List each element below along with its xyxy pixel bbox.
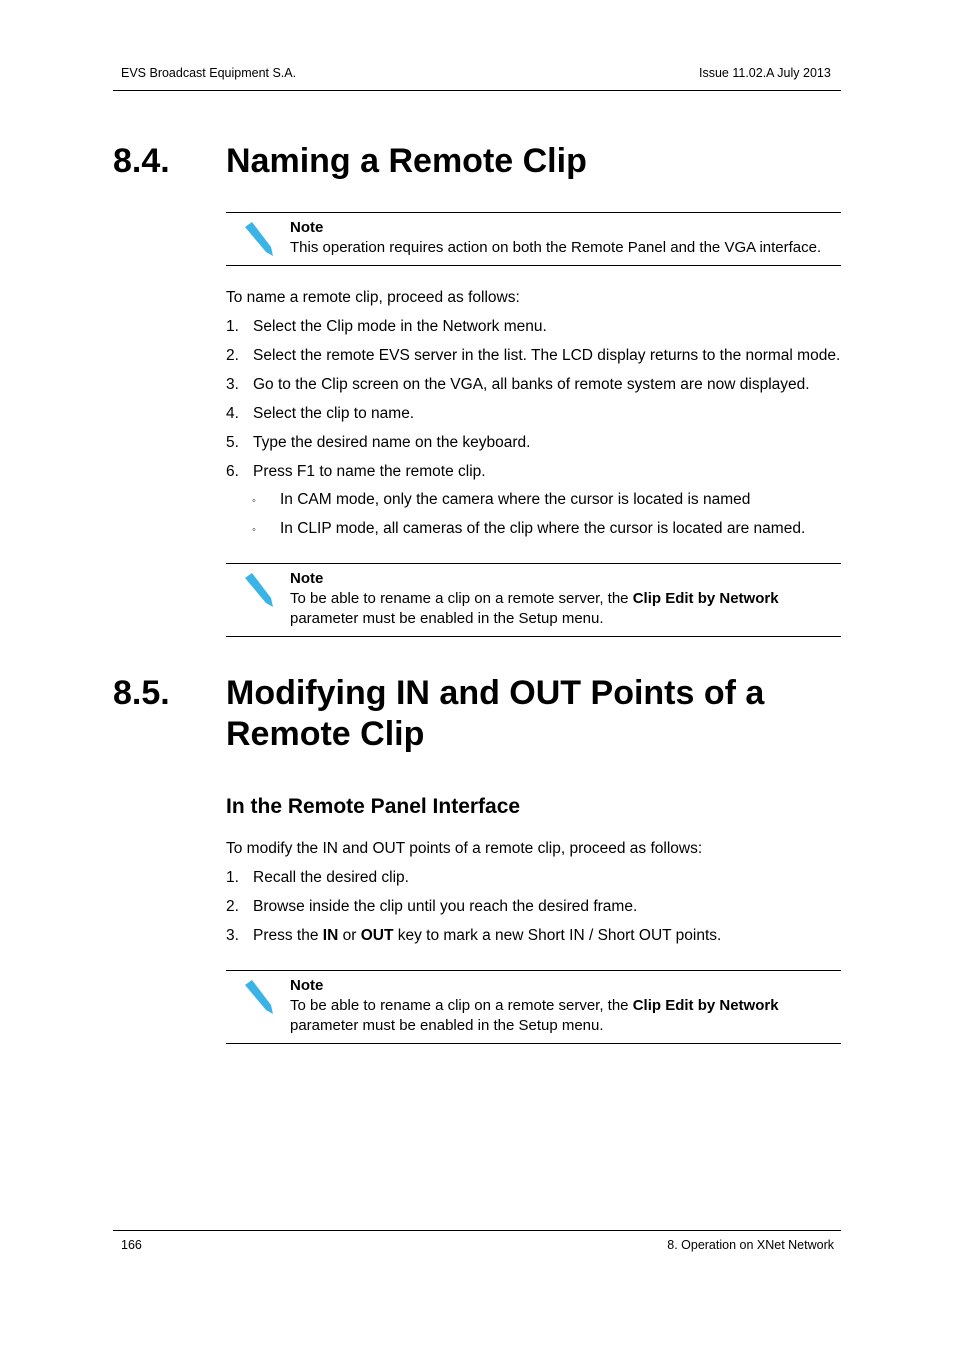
page-number: 166	[121, 1238, 142, 1252]
footer-chapter: 8. Operation on XNet Network	[667, 1238, 834, 1252]
note-box	[226, 970, 841, 1044]
section-title: Naming a Remote Clip	[226, 142, 587, 180]
note-text: This operation requires action on both the Remote Panel and the VGA interface.	[290, 239, 822, 256]
pencil-icon	[243, 571, 275, 609]
note-box	[226, 563, 841, 637]
intro-paragraph: To name a remote clip, proceed as follows:	[226, 289, 520, 306]
intro-paragraph: To modify the IN and OUT points of a remote clip, proceed as follows:	[226, 840, 703, 857]
section-title-line2: Remote Clip	[226, 715, 425, 753]
note-label: Note	[290, 570, 324, 587]
header-rule	[113, 90, 841, 91]
header-company: EVS Broadcast Equipment S.A.	[121, 66, 297, 80]
footer-rule	[113, 1230, 841, 1231]
pencil-icon	[243, 978, 275, 1016]
note-label: Note	[290, 977, 324, 994]
header-issue: Issue 11.02.A July 2013	[699, 66, 831, 80]
section-title: Modifying IN and OUT Points of a	[226, 674, 765, 712]
subheading: In the Remote Panel Interface	[226, 795, 521, 818]
note-box	[226, 212, 841, 266]
note-text: To be able to rename a clip on a remote server, the Clip Edit by Network parameter must be enabled in the Setup menu.	[290, 997, 779, 1034]
note-label: Note	[290, 219, 324, 236]
pencil-icon	[243, 220, 275, 258]
section-number: 8.4.	[113, 142, 170, 180]
note-text: To be able to rename a clip on a remote server, the Clip Edit by Network parameter must be enabled in the Setup menu.	[290, 590, 779, 627]
section-number: 8.5.	[113, 674, 170, 712]
